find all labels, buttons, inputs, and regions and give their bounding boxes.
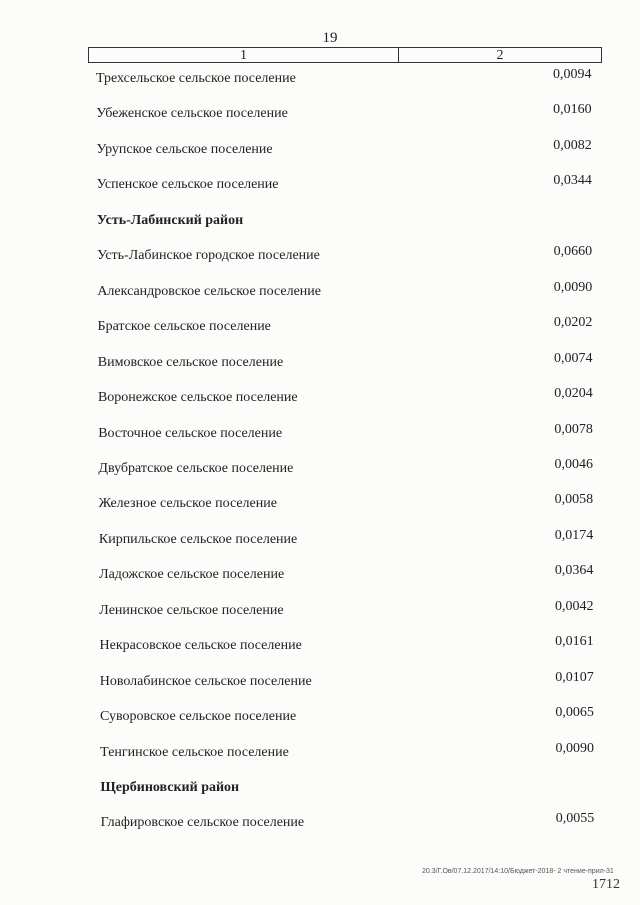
share-value: 0,0090 — [555, 740, 594, 756]
share-value: 0,0065 — [555, 705, 594, 721]
table-row — [0, 811, 640, 833]
settlement-name: Тенгинское сельское поселение — [100, 744, 289, 760]
corner-number: 1712 — [592, 877, 620, 892]
table-row — [0, 67, 640, 89]
table-row — [0, 315, 640, 337]
table-row — [0, 705, 640, 727]
settlement-name: Кирпильское сельское поселение — [98, 531, 298, 547]
settlement-name: Глафировское сельское поселение — [100, 815, 305, 831]
share-value: 0,0660 — [553, 244, 593, 260]
share-value: 0,0174 — [554, 527, 594, 543]
settlement-name: Воронежское сельское поселение — [97, 390, 298, 406]
share-value: 0,0202 — [553, 315, 593, 331]
share-value: 0,0055 — [555, 811, 595, 827]
table-row — [0, 422, 640, 444]
share-value: 0,0078 — [554, 421, 593, 437]
district-heading-row — [0, 209, 640, 231]
settlement-name: Ладожское сельское поселение — [99, 567, 285, 583]
share-value: 0,0046 — [554, 456, 593, 472]
settlement-name: Усть-Лабинское городское поселение — [97, 248, 320, 264]
share-value: 0,0364 — [554, 563, 594, 579]
settlement-name: Восточное сельское поселение — [98, 425, 283, 441]
settlement-name: Братское сельское поселение — [97, 319, 271, 335]
table-row — [0, 138, 640, 160]
footer-stamp: 20.3/Г.Ов/07.12.2017/14:10/Бюджет-2018- 2 чтение-прил-31 — [422, 868, 614, 875]
table-row — [0, 386, 640, 408]
settlement-name: Трехсельское сельское поселение — [96, 71, 296, 86]
table-row — [0, 102, 640, 124]
table-row — [0, 351, 640, 373]
table-row — [0, 280, 640, 302]
share-value: 0,0344 — [553, 173, 592, 189]
settlement-name: Вимовское сельское поселение — [97, 354, 284, 370]
share-value: 0,0082 — [553, 137, 592, 153]
district-heading-row — [0, 776, 640, 798]
table-row — [0, 492, 640, 514]
settlement-name: Двубратское сельское поселение — [98, 460, 294, 476]
table-row — [0, 670, 640, 692]
settlement-name: Александровское сельское поселение — [97, 283, 322, 299]
district-name: Усть-Лабинский район — [96, 212, 244, 228]
table-row — [0, 563, 640, 585]
table-row — [0, 741, 640, 763]
district-name: Щербиновский район — [100, 780, 240, 795]
page-number: 19 — [322, 30, 338, 46]
table-row — [0, 244, 640, 266]
share-value: 0,0160 — [553, 102, 592, 118]
settlement-name: Ленинское сельское поселение — [99, 602, 284, 618]
column-header-1: 1 — [89, 48, 399, 62]
share-value: 0,0074 — [554, 350, 593, 366]
table-row — [0, 528, 640, 550]
settlement-name: Некрасовское сельское поселение — [99, 638, 302, 654]
share-value: 0,0090 — [553, 279, 593, 295]
table-row — [0, 599, 640, 621]
share-value: 0,0161 — [555, 634, 594, 650]
share-value: 0,0042 — [554, 598, 594, 614]
settlement-name: Железное сельское поселение — [98, 496, 277, 512]
settlement-name: Новолабинское сельское поселение — [99, 673, 312, 689]
settlement-name: Урупское сельское поселение — [96, 141, 273, 157]
share-value: 0,0107 — [555, 669, 594, 685]
table-row — [0, 634, 640, 656]
share-value: 0,0204 — [554, 386, 593, 402]
table-header — [88, 47, 602, 63]
settlement-name: Успенское сельское поселение — [96, 177, 279, 193]
share-value: 0,0094 — [553, 67, 592, 82]
table-row — [0, 173, 640, 195]
settlement-name: Убеженское сельское поселение — [96, 106, 288, 122]
settlement-name: Суворовское сельское поселение — [99, 709, 297, 725]
column-header-2: 2 — [496, 48, 504, 63]
table-row — [0, 457, 640, 479]
share-value: 0,0058 — [554, 492, 594, 508]
